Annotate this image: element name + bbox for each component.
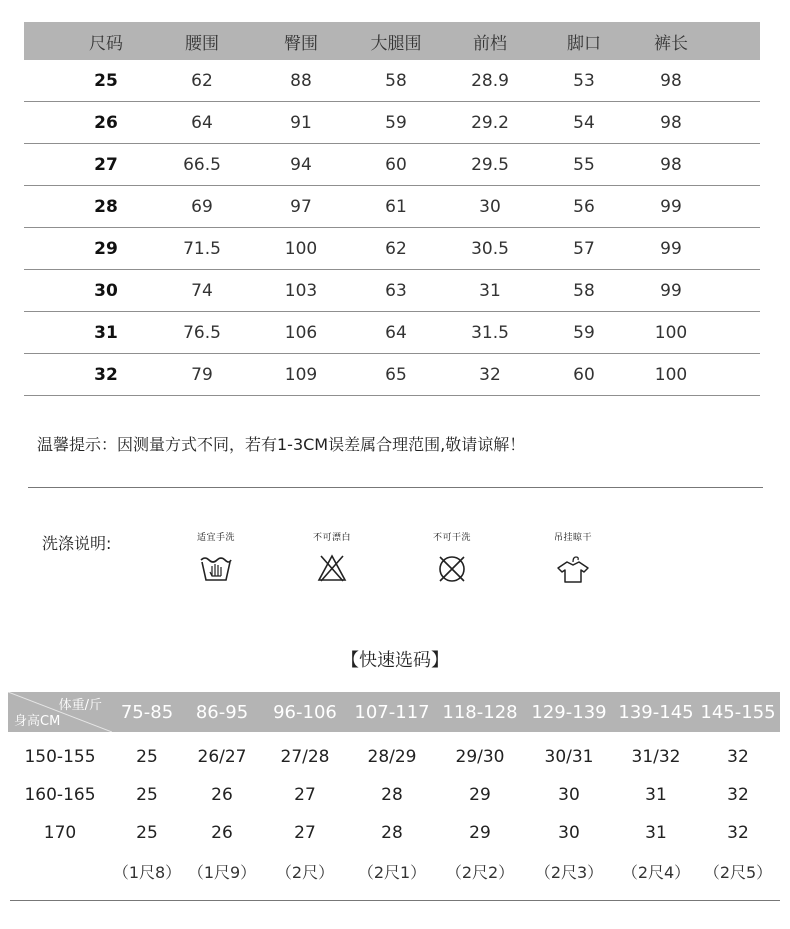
care-label: 吊挂晾干	[553, 533, 592, 543]
measurement-cell: 100	[284, 238, 318, 259]
care-label: 适宜手洗	[196, 533, 235, 543]
recommended-size: 25	[136, 747, 158, 767]
size-row	[24, 312, 760, 354]
recommended-size: 30	[558, 823, 580, 843]
measurement-cell: 69	[191, 196, 213, 217]
measurement-cell: 88	[290, 70, 312, 91]
measurement-cell: 58	[385, 70, 407, 91]
measurement-cell: 31	[479, 280, 501, 301]
measurement-cell: 59	[573, 322, 595, 343]
size-value: 29	[94, 238, 118, 259]
size-row	[24, 144, 760, 186]
measurement-cell: 29.2	[471, 112, 509, 133]
quick-pick-header	[8, 692, 780, 732]
header-leg-opening: 脚口	[567, 33, 601, 54]
header-thigh: 大腿围	[370, 33, 422, 54]
measurement-cell: 98	[660, 154, 682, 175]
measurement-cell: 61	[385, 196, 407, 217]
quick-pick-row	[8, 738, 780, 776]
divider	[10, 900, 780, 901]
height-range: 170	[43, 823, 77, 843]
size-chart-table	[24, 22, 760, 396]
measurement-cell: 103	[284, 280, 318, 301]
waist-feet-value: （2尺）	[275, 862, 335, 882]
care-no-dry-clean	[412, 532, 492, 584]
measurement-cell: 98	[660, 112, 682, 133]
recommended-size: 32	[727, 747, 749, 767]
size-chart-header	[24, 22, 760, 60]
size-row	[24, 354, 760, 396]
measurement-cell: 62	[191, 70, 213, 91]
recommended-size: 31	[645, 785, 667, 805]
weight-range-header: 129-139	[531, 701, 607, 723]
header-waist: 腰围	[185, 33, 219, 54]
measurement-cell: 100	[654, 364, 688, 385]
recommended-size: 30/31	[544, 747, 594, 767]
size-row	[24, 60, 760, 102]
weight-range-header: 139-145	[618, 701, 694, 723]
measurement-cell: 59	[385, 112, 407, 133]
recommended-size: 29/30	[455, 747, 505, 767]
measurement-tip: 温馨提示：因测量方式不同，若有1-3CM误差属合理范围,敬请谅解！	[37, 435, 526, 454]
quick-pick-title: 【快速选码】	[341, 650, 449, 671]
no-dry-clean-icon	[437, 554, 467, 584]
no-bleach-icon	[317, 554, 347, 582]
measurement-cell: 63	[385, 280, 407, 301]
measurement-cell: 56	[573, 196, 595, 217]
wash-instructions-label: 洗涤说明:	[42, 534, 112, 553]
measurement-cell: 99	[660, 238, 682, 259]
waist-feet-value: （1尺8）	[112, 862, 182, 882]
height-range: 150-155	[24, 747, 96, 767]
header-size: 尺码	[89, 33, 123, 54]
measurement-cell: 29.5	[471, 154, 509, 175]
measurement-cell: 28.9	[471, 70, 509, 91]
measurement-cell: 57	[573, 238, 595, 259]
recommended-size: 29	[469, 785, 491, 805]
care-hand-wash	[176, 532, 256, 582]
measurement-cell: 94	[290, 154, 312, 175]
hang-dry-icon	[556, 554, 590, 584]
waist-feet-value: （2尺5）	[703, 862, 773, 882]
measurement-cell: 65	[385, 364, 407, 385]
measurement-cell: 91	[290, 112, 312, 133]
weight-range-header: 118-128	[442, 701, 518, 723]
measurement-cell: 64	[385, 322, 407, 343]
corner-cell	[8, 692, 112, 732]
size-value: 27	[94, 154, 118, 175]
size-value: 26	[94, 112, 118, 133]
quick-pick-table	[8, 692, 780, 890]
recommended-size: 27/28	[280, 747, 330, 767]
size-row	[24, 102, 760, 144]
recommended-size: 28/29	[367, 747, 417, 767]
weight-range-header: 96-106	[273, 701, 337, 723]
header-length: 裤长	[654, 33, 688, 54]
waist-feet-value: （1尺9）	[187, 862, 257, 882]
size-row	[24, 270, 760, 312]
recommended-size: 26/27	[197, 747, 247, 767]
size-value: 31	[94, 322, 118, 343]
measurement-cell: 30	[479, 196, 501, 217]
waist-feet-value: （2尺4）	[621, 862, 691, 882]
measurement-cell: 106	[284, 322, 318, 343]
weight-range-header: 107-117	[354, 701, 430, 723]
measurement-cell: 71.5	[183, 238, 221, 259]
size-row	[24, 186, 760, 228]
divider	[28, 487, 763, 488]
weight-range-header: 86-95	[195, 701, 249, 723]
measurement-cell: 98	[660, 70, 682, 91]
size-row	[24, 228, 760, 270]
measurement-cell: 55	[573, 154, 595, 175]
header-front-rise: 前档	[473, 33, 507, 54]
care-hang-dry	[533, 532, 613, 584]
recommended-size: 32	[727, 785, 749, 805]
measurement-cell: 60	[385, 154, 407, 175]
recommended-size: 28	[381, 785, 403, 805]
recommended-size: 27	[294, 785, 316, 805]
measurement-cell: 74	[191, 280, 213, 301]
measurement-cell: 97	[290, 196, 312, 217]
recommended-size: 26	[211, 785, 233, 805]
recommended-size: 29	[469, 823, 491, 843]
quick-pick-row	[8, 814, 780, 852]
measurement-cell: 79	[191, 364, 213, 385]
size-value: 32	[94, 364, 118, 385]
recommended-size: 27	[294, 823, 316, 843]
measurement-cell: 64	[191, 112, 213, 133]
waist-feet-row	[8, 852, 780, 890]
measurement-cell: 100	[654, 322, 688, 343]
measurement-cell: 76.5	[183, 322, 221, 343]
corner-height-label: 身高CM	[14, 714, 61, 729]
measurement-cell: 62	[385, 238, 407, 259]
recommended-size: 32	[727, 823, 749, 843]
recommended-size: 30	[558, 785, 580, 805]
measurement-cell: 53	[573, 70, 595, 91]
measurement-cell: 66.5	[183, 154, 221, 175]
recommended-size: 26	[211, 823, 233, 843]
measurement-cell: 109	[284, 364, 318, 385]
header-hip: 臀围	[284, 33, 318, 54]
measurement-cell: 58	[573, 280, 595, 301]
height-range: 160-165	[24, 785, 96, 805]
care-no-bleach	[292, 532, 372, 582]
waist-feet-value: （2尺1）	[357, 862, 427, 882]
weight-range-header: 75-85	[120, 701, 174, 723]
measurement-cell: 31.5	[471, 322, 509, 343]
quick-pick-row	[8, 776, 780, 814]
recommended-size: 31/32	[631, 747, 681, 767]
measurement-cell: 99	[660, 196, 682, 217]
hand-wash-icon	[199, 554, 233, 582]
size-value: 28	[94, 196, 118, 217]
size-value: 30	[94, 280, 118, 301]
care-label: 不可漂白	[312, 533, 351, 543]
size-value: 25	[94, 70, 118, 91]
measurement-cell: 54	[573, 112, 595, 133]
waist-feet-value: （2尺2）	[445, 862, 515, 882]
measurement-cell: 99	[660, 280, 682, 301]
waist-feet-value: （2尺3）	[534, 862, 604, 882]
care-label: 不可干洗	[432, 533, 471, 543]
measurement-cell: 32	[479, 364, 501, 385]
recommended-size: 25	[136, 785, 158, 805]
measurement-cell: 30.5	[471, 238, 509, 259]
recommended-size: 25	[136, 823, 158, 843]
weight-range-header: 145-155	[700, 701, 776, 723]
measurement-cell: 60	[573, 364, 595, 385]
recommended-size: 28	[381, 823, 403, 843]
corner-weight-label: 体重/斤	[58, 698, 102, 713]
recommended-size: 31	[645, 823, 667, 843]
